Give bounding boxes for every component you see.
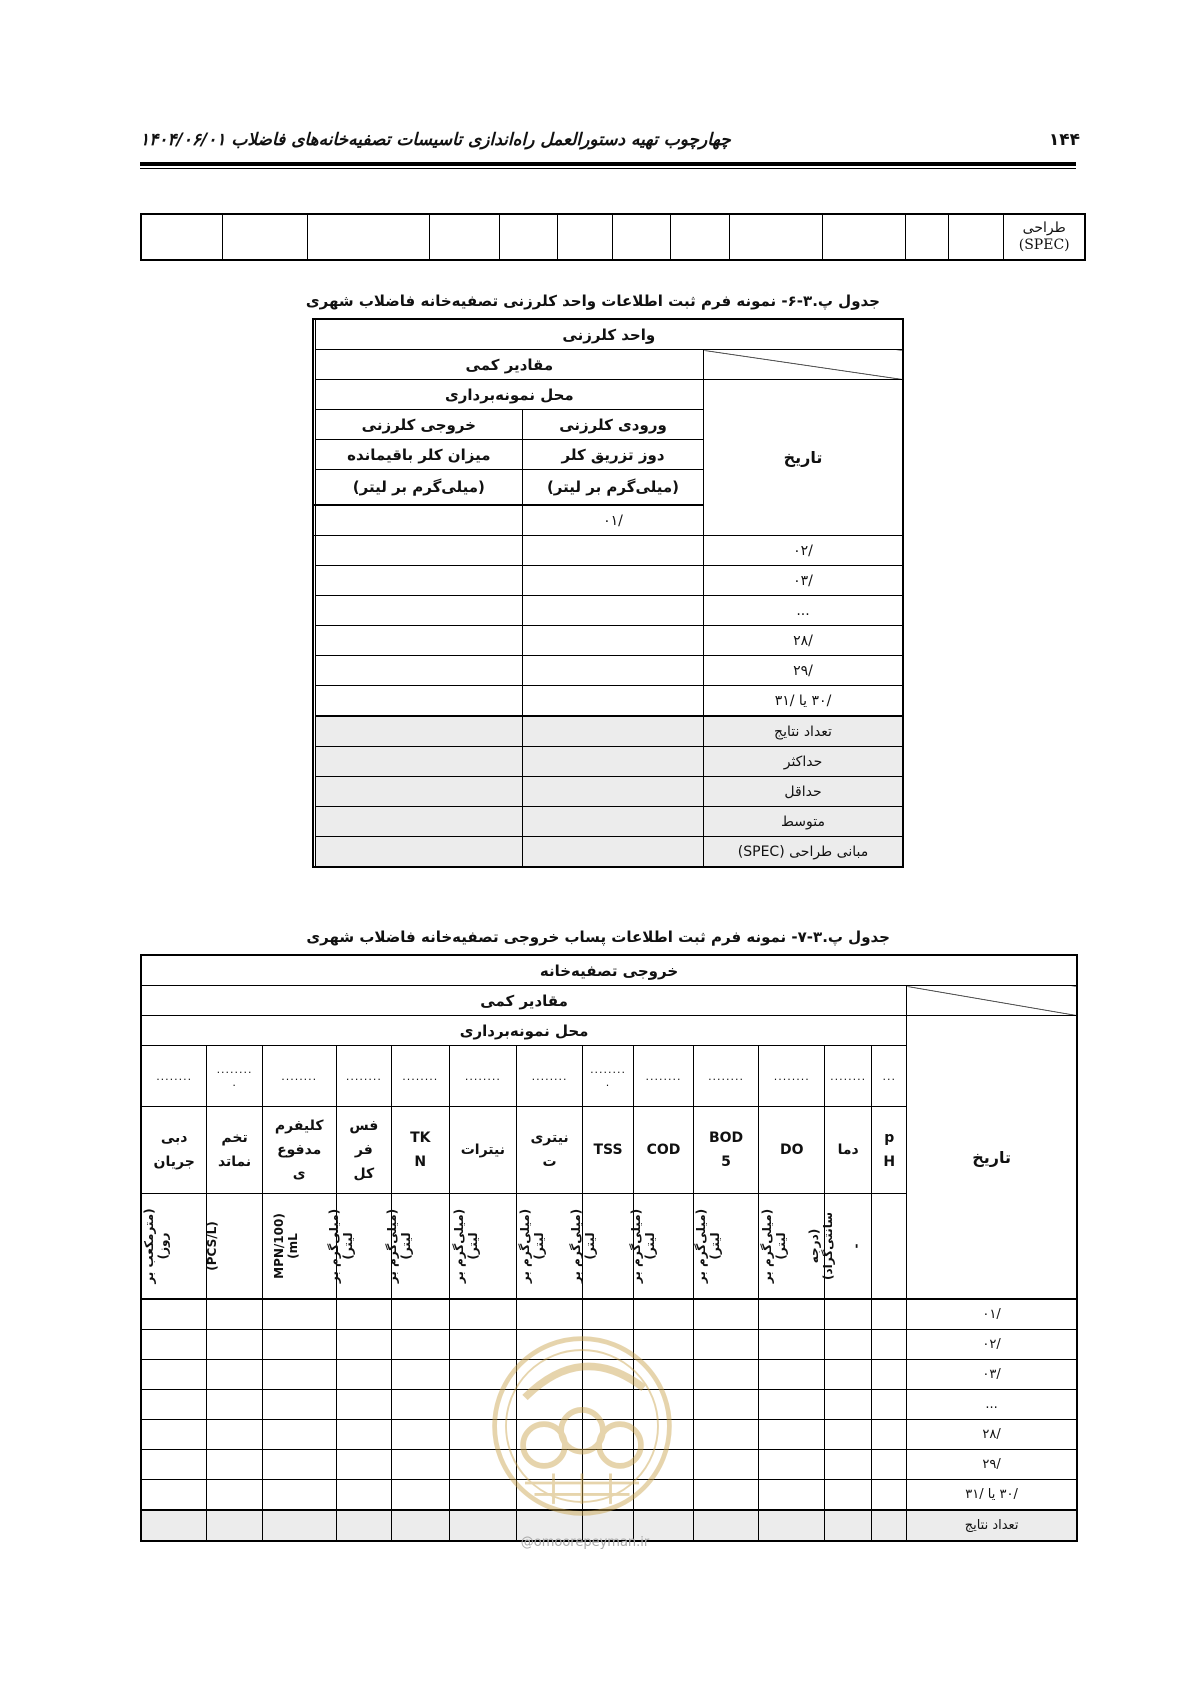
param-header: TK N [392,1107,449,1194]
table-cell [315,596,522,626]
placeholder-dots: ........ . [582,1046,633,1107]
table-cell [759,1360,825,1390]
watermark-url: @omoorepeyman.ir [520,1535,650,1550]
inlet-unit: (میلی‌گرم بر لیتر) [523,470,704,506]
unit-header [849,1194,907,1300]
placeholder-dots: ........ [759,1046,825,1107]
page-number: ۱۴۴ [1048,130,1080,150]
table-cell [825,1360,872,1390]
table-cell [759,1299,825,1330]
day-label: /۲۹ [704,656,904,686]
day-label: /۰۳ [704,566,904,596]
table-row [313,536,903,566]
table-cell [141,214,222,260]
placeholder-dots: ........ [517,1046,583,1107]
table-row [313,686,903,717]
table6-caption: جدول پ.۳-۶- نمونه فرم ثبت اطلاعات واحد کلرزنی تصفیه‌خانه فاضلاب شهری [305,292,880,310]
table-cell [523,686,704,717]
unit-label: (درجه سانتی‌گراد) [807,1211,836,1281]
stat-label: حداقل [704,777,904,807]
table-cell [523,716,704,747]
table-cell [392,1420,449,1450]
table-cell [872,1390,907,1420]
table-cell [557,214,612,260]
watermark-stamp-icon [487,1331,677,1521]
table-cell [315,656,522,686]
table-cell [207,1510,262,1541]
table-cell [693,1390,759,1420]
table-cell [872,1360,907,1390]
table-cell [207,1330,262,1360]
table-cell [207,1390,262,1420]
table-cell [613,214,671,260]
table-cell [207,1420,262,1450]
table-cell [429,214,499,260]
stat-label: تعداد نتایج [704,716,904,747]
table-cell [825,1510,872,1541]
stat-label: حداکثر [704,747,904,777]
table-cell [141,1510,207,1541]
outlet-unit: (میلی‌گرم بر لیتر) [315,470,522,506]
param-header: COD [634,1107,694,1194]
table-cell [315,626,522,656]
table-cell [207,1480,262,1511]
table-cell [693,1510,759,1541]
table-cell [825,1480,872,1511]
day-label: /۰۱ [523,505,704,536]
placeholder-dots: ........ [693,1046,759,1107]
table-cell [392,1450,449,1480]
unit-label: (میلی‌گرم بر لیتر) [694,1208,723,1284]
table-cell [141,1390,207,1420]
unit-label: (میلی‌گرم بر لیتر) [384,1208,413,1284]
spec-label-line2: (SPEC) [1018,237,1070,253]
table-cell [759,1510,825,1541]
table-row [313,626,903,656]
diagonal-cell [704,350,904,380]
table-cell [872,1420,907,1450]
quant-header: مقادیر کمی [141,986,907,1016]
table-cell [313,505,315,536]
table-cell [759,1480,825,1511]
table-cell [141,1420,207,1450]
table-cell [336,1360,391,1390]
day-label: /۰۳ [907,1360,1077,1390]
table-cell [759,1420,825,1450]
table-cell [872,1510,907,1541]
table-cell [262,1330,336,1360]
day-label: /۲۸ [907,1420,1077,1450]
table-cell [523,807,704,837]
table-cell [693,1480,759,1511]
table-cell [392,1480,449,1511]
day-label: /۰۱ [907,1299,1077,1330]
table-cell [336,1420,391,1450]
header-rule-thin [140,168,1076,169]
spec-label-line1: طراحی [1022,220,1066,236]
stat-row [313,716,903,747]
table-cell [336,1450,391,1480]
table-cell [523,656,704,686]
param-header: تخم نماتد [207,1107,262,1194]
unit-label: (PCS/L) [204,1221,219,1271]
stat-row [313,747,903,777]
diagonal-cell [907,986,1077,1016]
day-label: /۳۰ یا /۳۱ [704,686,904,717]
table-cell [315,505,522,536]
outlet-param: میزان کلر باقیمانده [315,440,522,470]
table-cell [872,1480,907,1511]
table-cell [392,1299,449,1330]
stat-row [313,777,903,807]
outlet-location: خروجی کلرزنی [315,410,522,440]
table-cell [948,214,1003,260]
table-cell [823,214,906,260]
table7-caption: جدول پ.۳-۷- نمونه فرم ثبت اطلاعات پساب خروجی تصفیه‌خانه فاضلاب شهری [306,928,890,946]
table-cell [523,837,704,868]
placeholder-dots: ... [872,1046,907,1107]
param-header: دبی جریان [141,1107,207,1194]
table-cell [336,1390,391,1420]
table-cell [693,1450,759,1480]
unit-label: (میلی‌گرم بر لیتر) [517,1208,546,1284]
table-cell [392,1390,449,1420]
header-rule-thick [140,162,1076,166]
table-row [313,566,903,596]
table-cell [207,1450,262,1480]
table-cell [582,1299,633,1330]
quant-header: مقادیر کمی [315,350,703,380]
table-cell [315,716,522,747]
unit-label: (میلی‌گرم بر لیتر) [569,1208,598,1284]
table-cell [523,566,704,596]
table-cell [730,214,823,260]
unit-label: (میلی‌گرم بر لیتر) [760,1208,789,1284]
unit-label: (مترمکعب بر روز) [142,1208,171,1284]
inlet-param: دوز تزریق کلر [523,440,704,470]
placeholder-dots: ........ [634,1046,694,1107]
effluent-title: خروجی تصفیه‌خانه [141,955,1077,986]
param-header: DO [759,1107,825,1194]
table-cell [141,1480,207,1511]
table-cell [262,1360,336,1390]
day-label: ... [704,596,904,626]
table-cell [449,1299,517,1330]
unit-label: - [849,1243,864,1249]
placeholder-dots: ........ [141,1046,207,1107]
date-header: تاریخ [907,1016,1077,1300]
param-header: TSS [582,1107,633,1194]
table-cell [262,1420,336,1450]
table-row [313,656,903,686]
table-cell [207,1360,262,1390]
placeholder-dots: ........ [336,1046,391,1107]
table-row [313,596,903,626]
table-cell [825,1420,872,1450]
day-label: /۲۸ [704,626,904,656]
date-header: تاریخ [704,380,904,536]
table-cell [262,1299,336,1330]
table-cell [315,536,522,566]
table-cell [141,1450,207,1480]
table-cell [759,1330,825,1360]
table-cell [207,1299,262,1330]
table-cell [141,1360,207,1390]
param-header: p H [872,1107,907,1194]
table-cell [262,1480,336,1511]
param-header: نیترات [449,1107,517,1194]
placeholder-dots: ........ . [207,1046,262,1107]
placeholder-dots: ........ [392,1046,449,1107]
param-header: نیتری ت [517,1107,583,1194]
table-cell [336,1299,391,1330]
table-cell [336,1330,391,1360]
stat-label: متوسط [704,807,904,837]
table-cell [315,777,522,807]
table-cell [523,596,704,626]
stat-row [313,837,903,868]
table-cell [262,1450,336,1480]
param-header: فس فر کل [336,1107,391,1194]
table-cell [872,1450,907,1480]
table-cell [523,747,704,777]
sampling-header: محل نمونه‌برداری [315,380,703,410]
unit-label: (میلی‌گرم بر لیتر) [327,1208,356,1284]
table-cell [141,1330,207,1360]
placeholder-dots: ........ [825,1046,872,1107]
table-cell [315,837,522,868]
param-header: دما [825,1107,872,1194]
table-cell [693,1360,759,1390]
table-cell [315,807,522,837]
table-cell [336,1510,391,1541]
table-row [141,1299,1077,1330]
day-label: /۳۰ یا /۳۱ [907,1480,1077,1511]
table-cell [670,214,730,260]
stat-label: مبانی طراحی (SPEC) [704,837,904,868]
unit-title: واحد کلرزنی [315,319,903,350]
table-cell [634,1299,694,1330]
table-cell [307,214,429,260]
param-header: کلیفرم مدفوع ی [262,1107,336,1194]
table-cell [336,1480,391,1511]
table-cell [392,1330,449,1360]
day-label: /۲۹ [907,1450,1077,1480]
param-header: BOD 5 [693,1107,759,1194]
unit-label: (میلی‌گرم بر لیتر) [452,1208,481,1284]
table-cell [500,214,558,260]
table-cell [825,1450,872,1480]
table-cell [693,1299,759,1330]
unit-label: (MPN/100 mL) [271,1213,300,1279]
table-cell [315,686,522,717]
table-cell [523,536,704,566]
table-cell [392,1360,449,1390]
table-cell [693,1330,759,1360]
stat-row [313,807,903,837]
table-cell [392,1510,449,1541]
table-cell [825,1390,872,1420]
table-cell [523,626,704,656]
previous-table-continuation [140,213,1086,261]
table-cell [315,747,522,777]
day-label: /۰۲ [907,1330,1077,1360]
inlet-location: ورودی کلرزنی [523,410,704,440]
table-cell [262,1390,336,1420]
table-cell [759,1450,825,1480]
table-cell [906,214,949,260]
running-header-title: چهارچوب تهیه دستورالعمل راه‌اندازی تاسیسات تصفیه‌خانه‌های فاضلاب ۱۴۰۴/۰۶/۰۱ [140,130,731,150]
table-cell [759,1390,825,1420]
table-cell [872,1299,907,1330]
table-cell [693,1420,759,1450]
chlorination-table [312,318,904,868]
table-cell [517,1299,583,1330]
table-cell [825,1299,872,1330]
table-cell [523,777,704,807]
day-label: /۰۲ [704,536,904,566]
day-label: ... [907,1390,1077,1420]
spec-label-cell [1004,214,1085,260]
sampling-header: محل نمونه‌برداری [141,1016,907,1046]
table-cell [315,566,522,596]
unit-label: (میلی‌گرم بر لیتر) [628,1208,657,1284]
placeholder-dots: ........ [262,1046,336,1107]
table-cell [141,1299,207,1330]
table-cell [825,1330,872,1360]
table-cell [222,214,307,260]
stat-label: تعداد نتایج [907,1510,1077,1541]
table-cell [262,1510,336,1541]
table-cell [872,1330,907,1360]
placeholder-dots: ........ [449,1046,517,1107]
